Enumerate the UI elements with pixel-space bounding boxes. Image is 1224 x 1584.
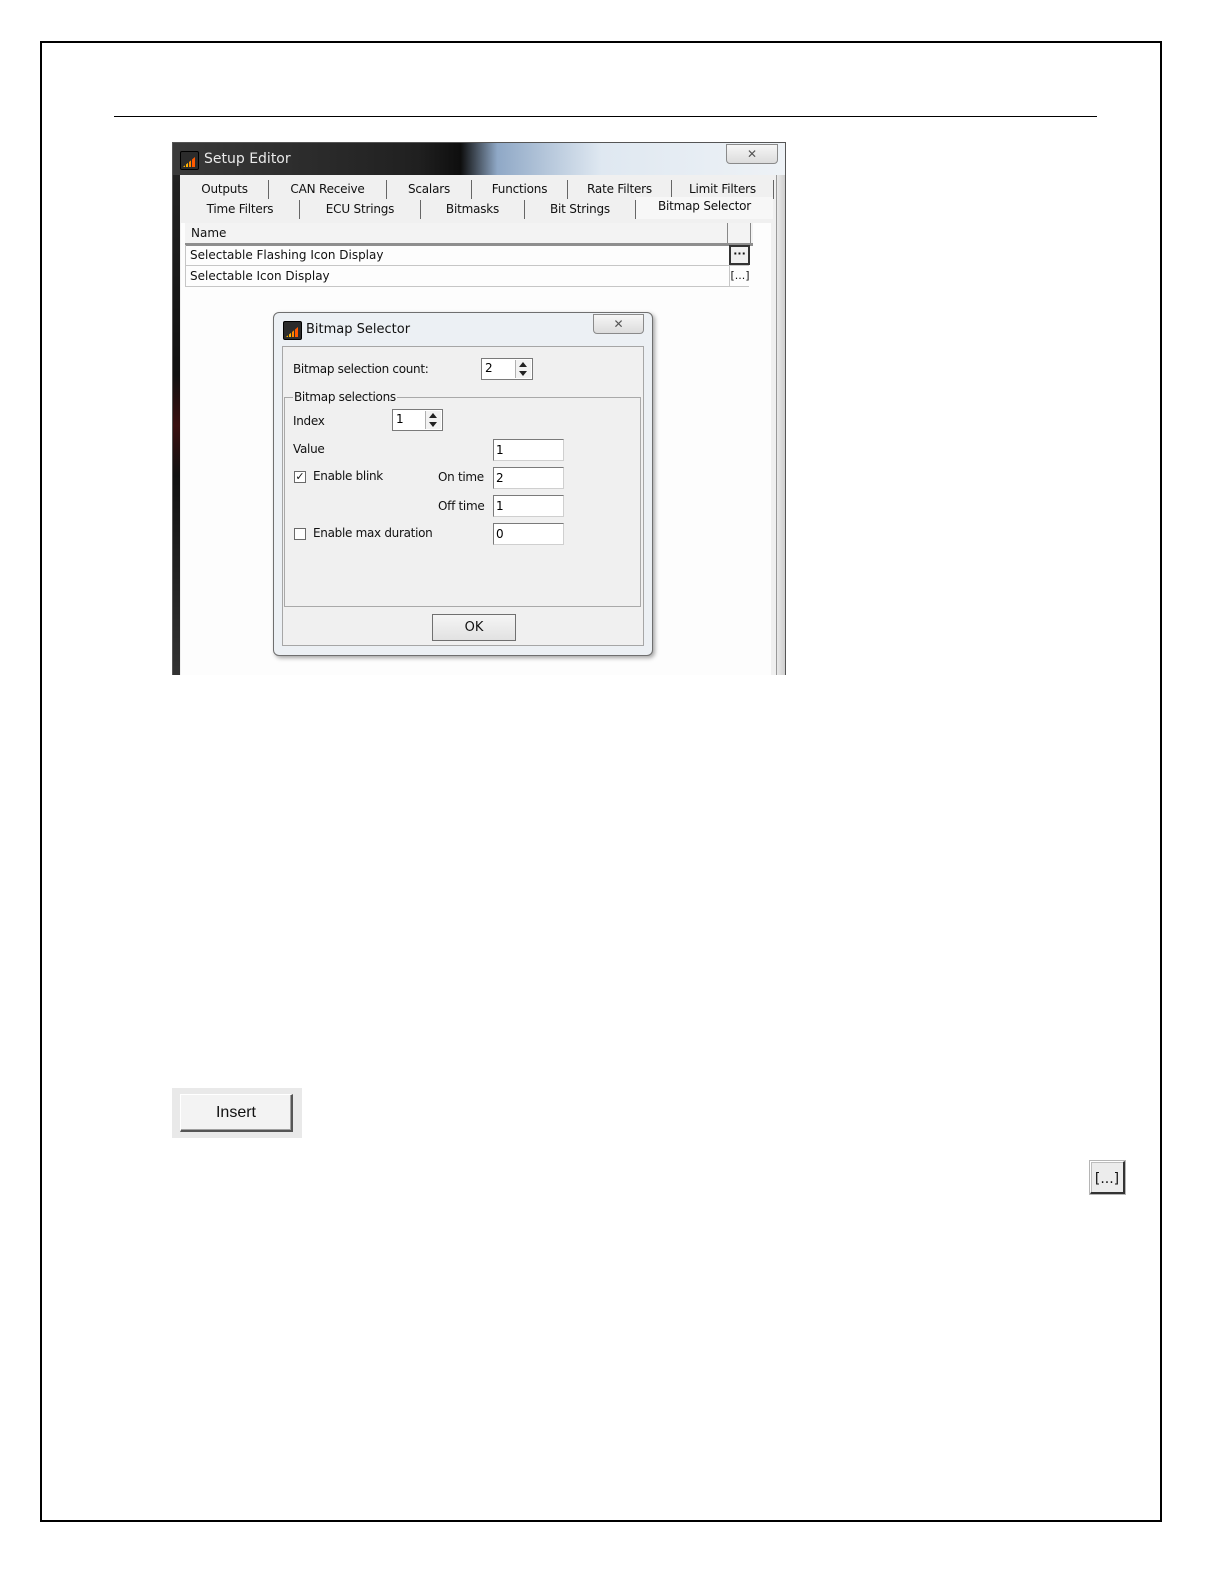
tab-limit-filters[interactable]: Limit Filters	[672, 180, 774, 199]
header-rule	[114, 116, 1097, 117]
tab-bitmap-selector[interactable]: Bitmap Selector	[636, 197, 773, 219]
tab-time-filters[interactable]: Time Filters	[181, 200, 300, 219]
value-label: Value	[293, 442, 325, 456]
tab-can-receive[interactable]: CAN Receive	[269, 180, 387, 199]
off-time-field[interactable]: 1	[493, 495, 564, 517]
group-label: Bitmap selections	[294, 390, 396, 404]
insert-button-image	[172, 1088, 302, 1138]
grid-header	[185, 223, 753, 246]
spinner-arrows-icon[interactable]	[425, 411, 441, 429]
row-edit-button[interactable]: [...]	[729, 266, 750, 286]
tab-ecu-strings[interactable]: ECU Strings	[300, 200, 421, 219]
tab-rate-filters[interactable]: Rate Filters	[568, 180, 672, 199]
index-label: Index	[293, 414, 325, 428]
count-spinner[interactable]	[481, 358, 533, 380]
enable-max-duration-checkbox[interactable]	[294, 528, 306, 540]
column-button-header	[727, 223, 751, 243]
dialog-body	[282, 346, 644, 646]
value-field[interactable]: 1	[493, 439, 564, 461]
off-time-label: Off time	[438, 499, 485, 513]
tab-functions[interactable]: Functions	[472, 180, 568, 199]
index-spinner[interactable]	[392, 409, 443, 431]
column-name-header[interactable]: Name	[191, 226, 227, 240]
tab-bit-strings[interactable]: Bit Strings	[525, 200, 636, 219]
count-value: 2	[485, 361, 493, 375]
setup-editor-titlebar	[173, 143, 785, 175]
close-icon[interactable]: ✕	[726, 144, 778, 164]
grid-row[interactable]	[185, 266, 749, 287]
app-icon	[180, 151, 199, 170]
enable-max-duration-label: Enable max duration	[313, 526, 433, 540]
count-label: Bitmap selection count:	[293, 362, 429, 376]
spinner-arrows-icon[interactable]	[515, 360, 531, 378]
bitmap-selector-dialog	[273, 312, 653, 656]
enable-blink-checkbox[interactable]: ✓	[295, 471, 305, 483]
bitmap-selections-group	[284, 390, 641, 607]
window-title: Setup Editor	[204, 151, 291, 167]
max-duration-field[interactable]: 0	[493, 523, 564, 545]
on-time-label: On time	[438, 470, 484, 484]
tab-bitmasks[interactable]: Bitmasks	[421, 200, 525, 219]
dialog-title: Bitmap Selector	[306, 322, 411, 337]
grid-row[interactable]	[185, 245, 749, 266]
row-name: Selectable Icon Display	[190, 269, 330, 283]
tab-scalars[interactable]: Scalars	[387, 180, 472, 199]
insert-button[interactable]: Insert	[180, 1094, 293, 1132]
background-edge	[173, 175, 180, 675]
ok-button[interactable]: OK	[432, 614, 516, 641]
row-edit-button[interactable]: ···	[729, 245, 750, 265]
on-time-field[interactable]: 2	[493, 467, 564, 489]
ellipsis-button[interactable]: [...]	[1090, 1161, 1125, 1194]
close-icon[interactable]: ✕	[593, 314, 644, 334]
enable-blink-label: Enable blink	[313, 469, 383, 483]
row-name: Selectable Flashing Icon Display	[190, 248, 384, 262]
app-icon	[283, 321, 302, 340]
tab-outputs[interactable]: Outputs	[181, 180, 269, 199]
index-value: 1	[396, 412, 404, 426]
window-edge	[776, 175, 785, 675]
